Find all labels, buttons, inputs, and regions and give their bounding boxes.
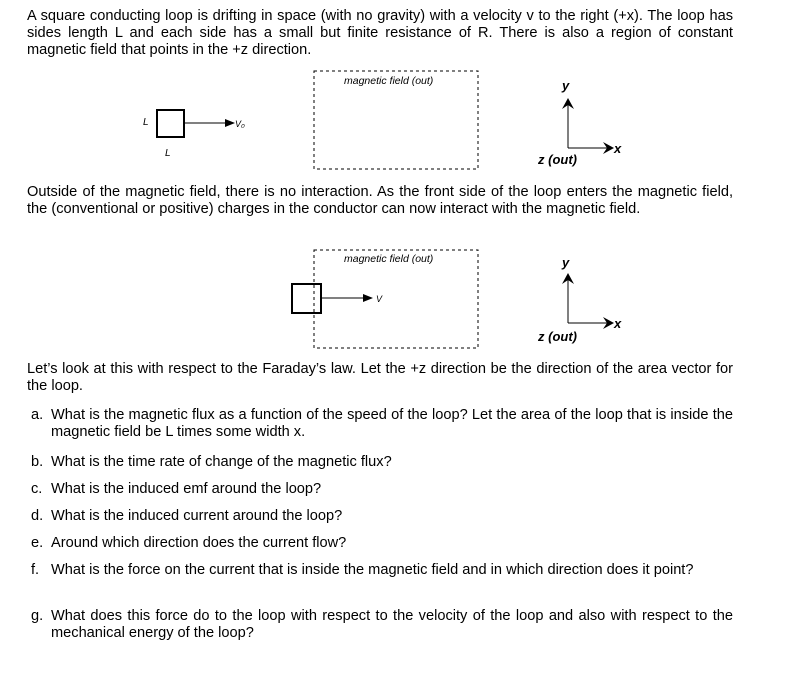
- figure-2: [292, 250, 622, 348]
- question-letter: e.: [31, 535, 44, 551]
- middle-paragraph: Outside of the magnetic field, there is no interaction. As the front side of the loop enters the magnetic field, the (conventional or positive) charges in the conductor can now interact with the magnetic field.: [27, 184, 733, 217]
- axis-x-label-2: x: [614, 316, 622, 331]
- side-length-label-left: L: [143, 117, 149, 128]
- loop-1: [157, 110, 184, 137]
- question-a: [31, 407, 733, 441]
- question-f: [31, 562, 733, 579]
- axis-x-label-1: x: [614, 141, 622, 156]
- question-text: What is the time rate of change of the magnetic flux?: [51, 454, 392, 470]
- question-text: What is the force on the current that is inside the magnetic field and in which direction does it point?: [51, 562, 694, 578]
- question-letter: d.: [31, 508, 44, 524]
- question-e: [31, 535, 733, 552]
- field-label-2: magnetic field (out): [344, 253, 434, 265]
- figure-1: [143, 71, 622, 169]
- question-text: Around which direction does the current flow?: [51, 535, 347, 551]
- velocity-label-2: V: [376, 294, 383, 304]
- question-letter: g.: [31, 608, 44, 624]
- question-letter: c.: [31, 481, 43, 497]
- question-text: What is the induced current around the loop?: [51, 508, 343, 524]
- axis-z-label-2: z (out): [538, 329, 577, 344]
- question-d: [31, 508, 733, 525]
- loop-2: [292, 284, 321, 313]
- axis-y-label-1: y: [562, 78, 570, 93]
- question-b: [31, 454, 733, 471]
- velocity-label-1: V₀: [235, 119, 245, 129]
- intro-paragraph: A square conducting loop is drifting in space (with no gravity) with a velocity v to the right (+x). The loop has sides length L and each side has a small but finite resistance of R. There is also a region of constant magnetic field that points in the +z direction.: [27, 8, 733, 58]
- question-c: [31, 481, 733, 498]
- lead-paragraph: Let’s look at this with respect to the Faraday’s law. Let the +z direction be the direction of the area vector for the loop.: [27, 361, 733, 394]
- question-letter: f.: [31, 562, 40, 578]
- question-g: [31, 608, 733, 642]
- axis-y-label-2: y: [562, 255, 570, 270]
- question-letter: b.: [31, 454, 44, 470]
- side-length-label-bottom: L: [165, 148, 171, 159]
- question-text: What is the induced emf around the loop?: [51, 481, 322, 497]
- question-text: What is the magnetic flux as a function of the speed of the loop? Let the area of the loop that is inside the magnetic field be L times some width x.: [51, 407, 733, 440]
- axis-z-label-1: z (out): [538, 152, 577, 167]
- field-label-1: magnetic field (out): [344, 75, 434, 87]
- question-letter: a.: [31, 407, 44, 423]
- question-text: What does this force do to the loop with respect to the velocity of the loop and also with respect to the mechanical energy of the loop?: [51, 608, 733, 641]
